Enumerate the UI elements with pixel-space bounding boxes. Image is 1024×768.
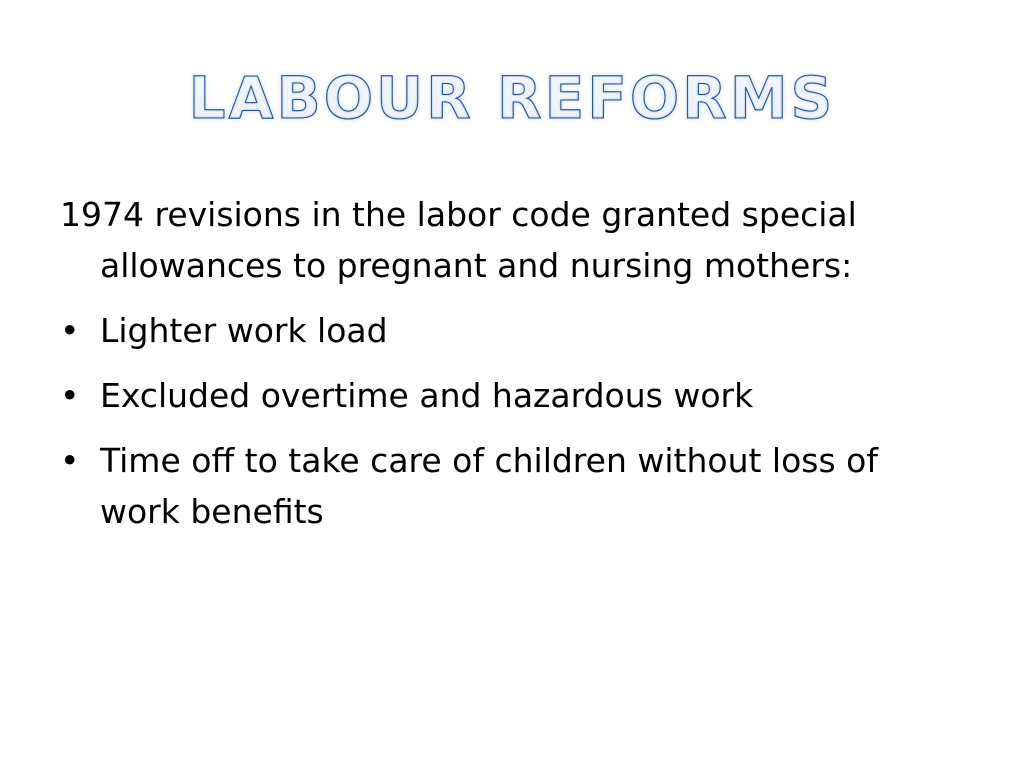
bullet-list bbox=[60, 305, 960, 537]
bullet-icon: • bbox=[60, 311, 80, 350]
bullet-icon: • bbox=[60, 376, 80, 415]
bullet-text: Lighter work load bbox=[100, 311, 388, 350]
bullet-text: Time off to take care of children without loss of work benefits bbox=[100, 441, 878, 531]
slide-title: LABOUR REFORMS bbox=[0, 58, 1024, 138]
bullet-text: Excluded overtime and hazardous work bbox=[100, 376, 754, 415]
bullet-item bbox=[60, 435, 960, 537]
bullet-item bbox=[60, 305, 960, 356]
bullet-icon: • bbox=[60, 441, 80, 480]
intro-paragraph: 1974 revisions in the labor code granted special allowances to pregnant and nursing mothers: bbox=[60, 195, 857, 285]
bullet-item bbox=[60, 370, 960, 421]
slide-body bbox=[60, 189, 960, 551]
